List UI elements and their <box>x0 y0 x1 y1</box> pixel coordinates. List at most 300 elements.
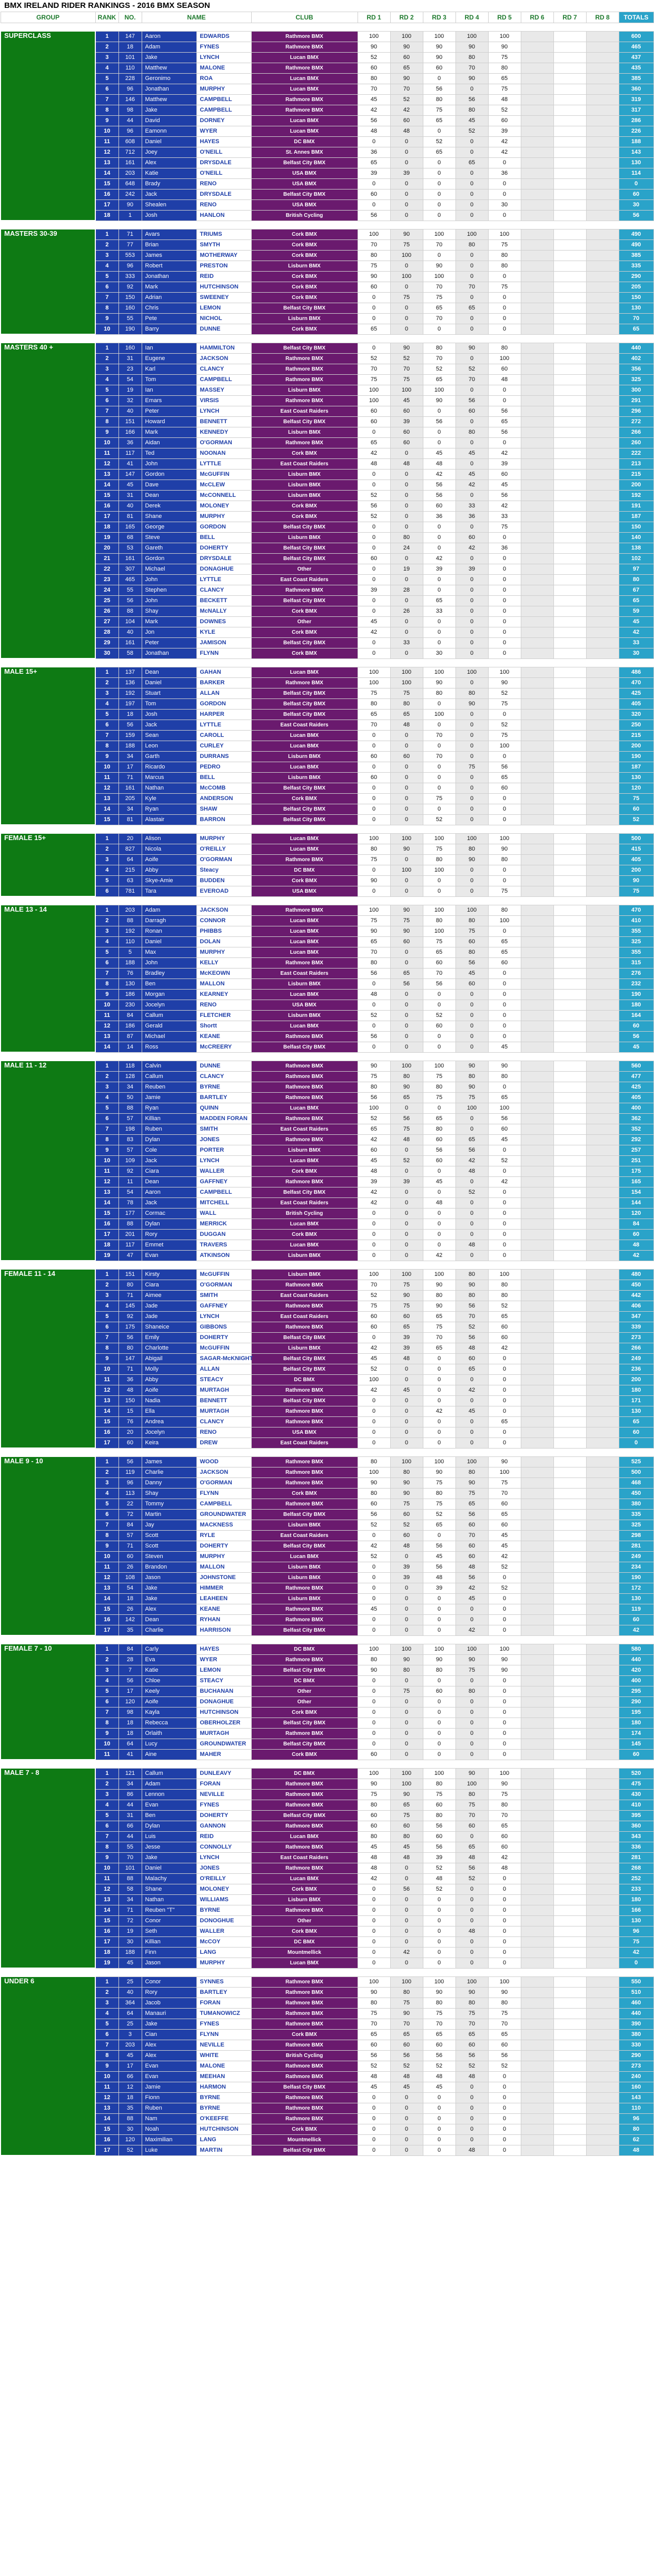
table-row <box>1 875 653 886</box>
rd7-score <box>553 1240 586 1250</box>
rd1-score: 75 <box>358 261 390 271</box>
rd2-score: 0 <box>390 772 423 783</box>
rd8-score <box>586 553 619 564</box>
total-score: 266 <box>619 427 653 437</box>
total-score: 143 <box>619 2092 653 2103</box>
total-score: 355 <box>619 926 653 936</box>
total-score: 60 <box>619 804 653 814</box>
rd7-score <box>553 709 586 720</box>
rd4-score: 42 <box>455 1155 488 1166</box>
table-row <box>1 1427 653 1437</box>
surname: KEANE <box>196 1604 251 1614</box>
rd8-score <box>586 2061 619 2071</box>
rd6-score <box>521 1071 553 1082</box>
rank-cell: 15 <box>95 814 118 825</box>
club-cell: Rathmore BMX <box>251 854 358 865</box>
club-cell: Cork BMX <box>251 1884 358 1894</box>
total-score: 0 <box>619 1958 653 1968</box>
rd4-score: 90 <box>455 1082 488 1092</box>
club-cell: Belfast City BMX <box>251 1509 358 1520</box>
first-name: Rebecca <box>142 1718 196 1728</box>
rd3-score: 0 <box>423 1718 455 1728</box>
first-name: Reuben <box>142 1082 196 1092</box>
rider-number: 36 <box>118 1374 142 1385</box>
surname: O'REILLY <box>196 844 251 854</box>
rd1-score: 0 <box>358 762 390 772</box>
rd1-score: 0 <box>358 1707 390 1718</box>
rd6-score <box>521 957 553 968</box>
first-name: Brady <box>142 178 196 189</box>
rd1-score: 0 <box>358 1686 390 1696</box>
rd5-score: 65 <box>488 73 521 84</box>
surname: GAFFNEY <box>196 1301 251 1311</box>
rd5-score: 90 <box>488 1665 521 1675</box>
rider-number: 150 <box>118 1395 142 1406</box>
rd8-score <box>586 1010 619 1021</box>
surname: DOLAN <box>196 936 251 947</box>
surname: ATKINSON <box>196 1250 251 1261</box>
rank-cell: 14 <box>95 1042 118 1052</box>
first-name: Emmet <box>142 1240 196 1250</box>
total-score: 385 <box>619 73 653 84</box>
rank-cell: 16 <box>95 1219 118 1229</box>
rd6-score <box>521 1998 553 2008</box>
rider-number: 45 <box>118 1958 142 1968</box>
rd7-score <box>553 844 586 854</box>
rd8-score <box>586 1395 619 1406</box>
table-row <box>1 543 653 553</box>
rd1-score: 100 <box>358 1976 390 1987</box>
surname: JONES <box>196 1134 251 1145</box>
rank-cell: 5 <box>95 947 118 957</box>
total-score: 114 <box>619 168 653 178</box>
rd3-score: 0 <box>423 157 455 168</box>
rd5-score: 0 <box>488 979 521 989</box>
rider-number: 32 <box>118 395 142 406</box>
rd1-score: 0 <box>358 543 390 553</box>
rd4-score: 100 <box>455 1779 488 1789</box>
first-name: Howard <box>142 416 196 427</box>
rd3-score: 65 <box>423 115 455 126</box>
rd4-score: 0 <box>455 1675 488 1686</box>
rd1-score: 100 <box>358 1269 390 1280</box>
rd4-score: 0 <box>455 1229 488 1240</box>
rd6-score <box>521 1488 553 1499</box>
table-row <box>1 1155 653 1166</box>
first-name: Scott <box>142 1541 196 1551</box>
rank-cell: 16 <box>95 1427 118 1437</box>
rd5-score: 60 <box>488 783 521 793</box>
rd2-score: 60 <box>390 2040 423 2050</box>
rd7-score <box>553 229 586 239</box>
rd8-score <box>586 595 619 606</box>
club-cell: Belfast City BMX <box>251 157 358 168</box>
rd1-score: 0 <box>358 595 390 606</box>
rider-number: 17 <box>118 2061 142 2071</box>
rd5-score: 0 <box>488 1437 521 1448</box>
rd4-score: 52 <box>455 2061 488 2071</box>
rd4-score: 60 <box>455 1520 488 1530</box>
rd1-score: 39 <box>358 168 390 178</box>
rd6-score <box>521 1583 553 1593</box>
rd5-score: 60 <box>488 364 521 374</box>
table-row <box>1 1686 653 1696</box>
rd3-score: 0 <box>423 616 455 627</box>
rider-number: 63 <box>118 875 142 886</box>
rd2-score: 75 <box>390 1301 423 1311</box>
rd7-score <box>553 1092 586 1103</box>
club-cell: Rathmore BMX <box>251 1322 358 1332</box>
total-score: 120 <box>619 783 653 793</box>
rd1-score: 80 <box>358 73 390 84</box>
rd4-score: 0 <box>455 1831 488 1842</box>
rd3-score: 60 <box>423 1134 455 1145</box>
club-cell: Rathmore BMX <box>251 1280 358 1290</box>
surname: CAMPBELL <box>196 105 251 115</box>
rd5-score: 100 <box>488 31 521 42</box>
rd1-score: 56 <box>358 968 390 979</box>
rd1-score: 0 <box>358 2103 390 2113</box>
total-score: 580 <box>619 1644 653 1654</box>
rd3-score: 60 <box>423 1686 455 1696</box>
rd2-score: 0 <box>390 1936 423 1947</box>
rd8-score <box>586 1562 619 1572</box>
rd4-score: 0 <box>455 2103 488 2113</box>
rd4-score: 80 <box>455 427 488 437</box>
total-score: 273 <box>619 2061 653 2071</box>
rd6-score <box>521 52 553 63</box>
surname: PHIBBS <box>196 926 251 936</box>
rd2-score: 0 <box>390 157 423 168</box>
total-score: 257 <box>619 1145 653 1155</box>
rd3-score: 48 <box>423 1873 455 1884</box>
rd3-score: 80 <box>423 854 455 865</box>
rd5-score: 80 <box>488 343 521 353</box>
rank-cell: 3 <box>95 926 118 936</box>
rd5-score: 80 <box>488 63 521 73</box>
rd1-score: 0 <box>358 1593 390 1604</box>
rd8-score <box>586 1873 619 1884</box>
surname: BYRNE <box>196 2103 251 2113</box>
club-cell: East Coast Raiders <box>251 1311 358 1322</box>
first-name: Jesse <box>142 1842 196 1852</box>
total-score: 405 <box>619 1092 653 1103</box>
rider-number: 7 <box>118 1665 142 1675</box>
rider-number: 64 <box>118 854 142 865</box>
surname: LYNCH <box>196 52 251 63</box>
rd2-score: 0 <box>390 480 423 490</box>
table-row <box>1 1467 653 1477</box>
club-cell: Lucan BMX <box>251 84 358 94</box>
rd1-score: 0 <box>358 1625 390 1635</box>
rd7-score <box>553 1145 586 1155</box>
rd5-score: 0 <box>488 1374 521 1385</box>
table-row <box>1 1520 653 1530</box>
rd7-score <box>553 343 586 353</box>
rd4-score: 0 <box>455 2124 488 2134</box>
club-cell: Belfast City BMX <box>251 1332 358 1343</box>
surname: SMITH <box>196 1290 251 1301</box>
rd4-score: 100 <box>455 31 488 42</box>
rd2-score: 100 <box>390 1061 423 1071</box>
rd3-score: 45 <box>423 1551 455 1562</box>
rd5-score: 100 <box>488 915 521 926</box>
rd7-score <box>553 1042 586 1052</box>
rd5-score: 0 <box>488 1353 521 1364</box>
rd6-score <box>521 804 553 814</box>
table-row <box>1 793 653 804</box>
rd5-score: 0 <box>488 616 521 627</box>
rd8-score <box>586 1343 619 1353</box>
rd8-score <box>586 648 619 658</box>
rd7-score <box>553 2008 586 2019</box>
table-row <box>1 2071 653 2082</box>
table-row <box>1 1364 653 1374</box>
rd2-score: 0 <box>390 1625 423 1635</box>
rider-number: 136 <box>118 677 142 688</box>
first-name: Alex <box>142 157 196 168</box>
total-score: 319 <box>619 94 653 105</box>
rd7-score <box>553 2029 586 2040</box>
rd7-score <box>553 1269 586 1280</box>
rd7-score <box>553 1155 586 1166</box>
total-score: 390 <box>619 2019 653 2029</box>
rd7-score <box>553 1488 586 1499</box>
rd4-score: 0 <box>455 84 488 94</box>
rd5-score: 0 <box>488 2082 521 2092</box>
rd1-score: 100 <box>358 1374 390 1385</box>
club-cell: Lisburn BMX <box>251 385 358 395</box>
rd8-score <box>586 1696 619 1707</box>
rd6-score <box>521 1707 553 1718</box>
rd3-score: 80 <box>423 1290 455 1301</box>
rd4-score: 0 <box>455 1021 488 1031</box>
total-score: 325 <box>619 374 653 385</box>
rd8-score <box>586 793 619 804</box>
rank-cell: 6 <box>95 957 118 968</box>
rd1-score: 0 <box>358 2124 390 2134</box>
rd7-score <box>553 1976 586 1987</box>
club-cell: St. Annes BMX <box>251 147 358 157</box>
rider-number: 177 <box>118 1208 142 1219</box>
rd7-score <box>553 2113 586 2124</box>
rd2-score: 90 <box>390 1082 423 1092</box>
group-gap <box>1 1052 653 1061</box>
rd5-score: 0 <box>488 1675 521 1686</box>
surname: CLANCY <box>196 1071 251 1082</box>
rd6-score <box>521 1166 553 1176</box>
rd7-score <box>553 2134 586 2145</box>
total-score: 62 <box>619 2134 653 2145</box>
rd4-score: 0 <box>455 1958 488 1968</box>
rd6-score <box>521 1374 553 1385</box>
surname: NICHOL <box>196 313 251 324</box>
club-cell: Lisburn BMX <box>251 1250 358 1261</box>
rank-cell: 14 <box>95 1197 118 1208</box>
total-score: 80 <box>619 574 653 585</box>
rd3-score: 0 <box>423 406 455 416</box>
rider-number: 54 <box>118 374 142 385</box>
table-row <box>1 1873 653 1884</box>
rd7-score <box>553 1987 586 1998</box>
rd2-score: 90 <box>390 1290 423 1301</box>
rd6-score <box>521 730 553 741</box>
rd5-score: 30 <box>488 199 521 210</box>
rd7-score <box>553 1873 586 1884</box>
rd3-score: 0 <box>423 1915 455 1926</box>
first-name: Martin <box>142 1509 196 1520</box>
rd4-score: 80 <box>455 915 488 926</box>
first-name: Jake <box>142 1593 196 1604</box>
rd6-score <box>521 364 553 374</box>
table-row <box>1 1166 653 1176</box>
rider-number: 307 <box>118 564 142 574</box>
rd8-score <box>586 1364 619 1374</box>
rd1-score: 60 <box>358 1499 390 1509</box>
surname: BARTLEY <box>196 1987 251 1998</box>
total-score: 191 <box>619 501 653 511</box>
rd7-score <box>553 1863 586 1873</box>
rd8-score <box>586 543 619 553</box>
rd8-score <box>586 616 619 627</box>
rd1-score: 70 <box>358 2019 390 2029</box>
rd5-score: 45 <box>488 480 521 490</box>
rd7-score <box>553 1456 586 1467</box>
rd7-score <box>553 741 586 751</box>
rd4-score: 0 <box>455 574 488 585</box>
rd3-score: 100 <box>423 271 455 282</box>
rd3-score: 75 <box>423 1322 455 1332</box>
rd2-score: 0 <box>390 1863 423 1873</box>
rd1-score: 0 <box>358 1406 390 1416</box>
rd5-score: 0 <box>488 292 521 303</box>
rd4-score: 60 <box>455 936 488 947</box>
table-row <box>1 1749 653 1760</box>
rider-number: 17 <box>118 762 142 772</box>
rd1-score: 80 <box>358 844 390 854</box>
club-cell: Cork BMX <box>251 1488 358 1499</box>
rd7-score <box>553 458 586 469</box>
rd7-score <box>553 532 586 543</box>
rank-cell: 2 <box>95 1987 118 1998</box>
rd1-score: 60 <box>358 189 390 199</box>
rd8-score <box>586 1998 619 2008</box>
total-score: 475 <box>619 1779 653 1789</box>
rd5-score: 52 <box>488 1562 521 1572</box>
rd7-score <box>553 385 586 395</box>
table-row <box>1 2092 653 2103</box>
surname: MAHER <box>196 1749 251 1760</box>
rd1-score: 100 <box>358 1644 390 1654</box>
club-cell: Lucan BMX <box>251 1873 358 1884</box>
rd3-score: 80 <box>423 1665 455 1675</box>
rd1-score: 48 <box>358 1852 390 1863</box>
rd2-score: 0 <box>390 1718 423 1728</box>
rd1-score: 60 <box>358 772 390 783</box>
surname: LEMON <box>196 303 251 313</box>
rd2-score: 52 <box>390 2061 423 2071</box>
rd8-score <box>586 957 619 968</box>
rd2-score: 39 <box>390 1562 423 1572</box>
rank-cell: 12 <box>95 783 118 793</box>
rd1-score: 36 <box>358 147 390 157</box>
rd8-score <box>586 772 619 783</box>
rd5-score: 52 <box>488 1155 521 1166</box>
rd5-score: 45 <box>488 1541 521 1551</box>
club-cell: British Cycling <box>251 1208 358 1219</box>
rd4-score: 0 <box>455 772 488 783</box>
rd7-score <box>553 199 586 210</box>
rd2-score: 39 <box>390 1176 423 1187</box>
total-score: 143 <box>619 147 653 157</box>
rd8-score <box>586 1113 619 1124</box>
surname: CAMPBELL <box>196 374 251 385</box>
rd8-score <box>586 343 619 353</box>
club-cell: Lucan BMX <box>251 1240 358 1250</box>
table-row <box>1 730 653 741</box>
rd7-score <box>553 1332 586 1343</box>
rd4-score: 80 <box>455 1290 488 1301</box>
rd5-score: 0 <box>488 574 521 585</box>
club-cell: Rathmore BMX <box>251 1821 358 1831</box>
rd6-score <box>521 677 553 688</box>
rd5-score: 0 <box>488 303 521 313</box>
rd3-score: 80 <box>423 1124 455 1134</box>
rank-cell: 15 <box>95 1416 118 1427</box>
rank-cell: 17 <box>95 2145 118 2155</box>
first-name: Alex <box>142 2040 196 2050</box>
surname: CLANCY <box>196 364 251 374</box>
first-name: Keira <box>142 1437 196 1448</box>
club-cell: Belfast City BMX <box>251 2145 358 2155</box>
rd4-score: 0 <box>455 313 488 324</box>
rd3-score: 75 <box>423 1477 455 1488</box>
total-score: 150 <box>619 522 653 532</box>
surname: FYNES <box>196 42 251 52</box>
group-label: MALE 7 - 8 <box>1 1768 95 1968</box>
rd8-score <box>586 979 619 989</box>
table-row <box>1 762 653 772</box>
rd4-score: 75 <box>455 2008 488 2019</box>
total-score: 75 <box>619 886 653 896</box>
rd2-score: 65 <box>390 1322 423 1332</box>
rd5-score: 36 <box>488 168 521 178</box>
rd3-score: 70 <box>423 730 455 741</box>
rd3-score: 0 <box>423 199 455 210</box>
rd4-score: 0 <box>455 553 488 564</box>
rd4-score: 0 <box>455 1728 488 1739</box>
total-score: 187 <box>619 762 653 772</box>
rd6-score <box>521 979 553 989</box>
surname: GAHAN <box>196 667 251 677</box>
rank-cell: 3 <box>95 1998 118 2008</box>
rd7-score <box>553 905 586 915</box>
rank-cell: 9 <box>95 2061 118 2071</box>
rd4-score: 52 <box>455 1873 488 1884</box>
rd4-score: 60 <box>455 1541 488 1551</box>
surname: WOOD <box>196 1456 251 1467</box>
rd1-score: 0 <box>358 1936 390 1947</box>
total-score: 140 <box>619 532 653 543</box>
rd7-score <box>553 2019 586 2029</box>
rd8-score <box>586 2092 619 2103</box>
rd3-score: 100 <box>423 31 455 42</box>
rank-cell: 12 <box>95 1884 118 1894</box>
rd1-score: 60 <box>358 1749 390 1760</box>
surname: DURRANS <box>196 751 251 762</box>
rd3-score: 0 <box>423 1219 455 1229</box>
surname: HAMMILTON <box>196 343 251 353</box>
